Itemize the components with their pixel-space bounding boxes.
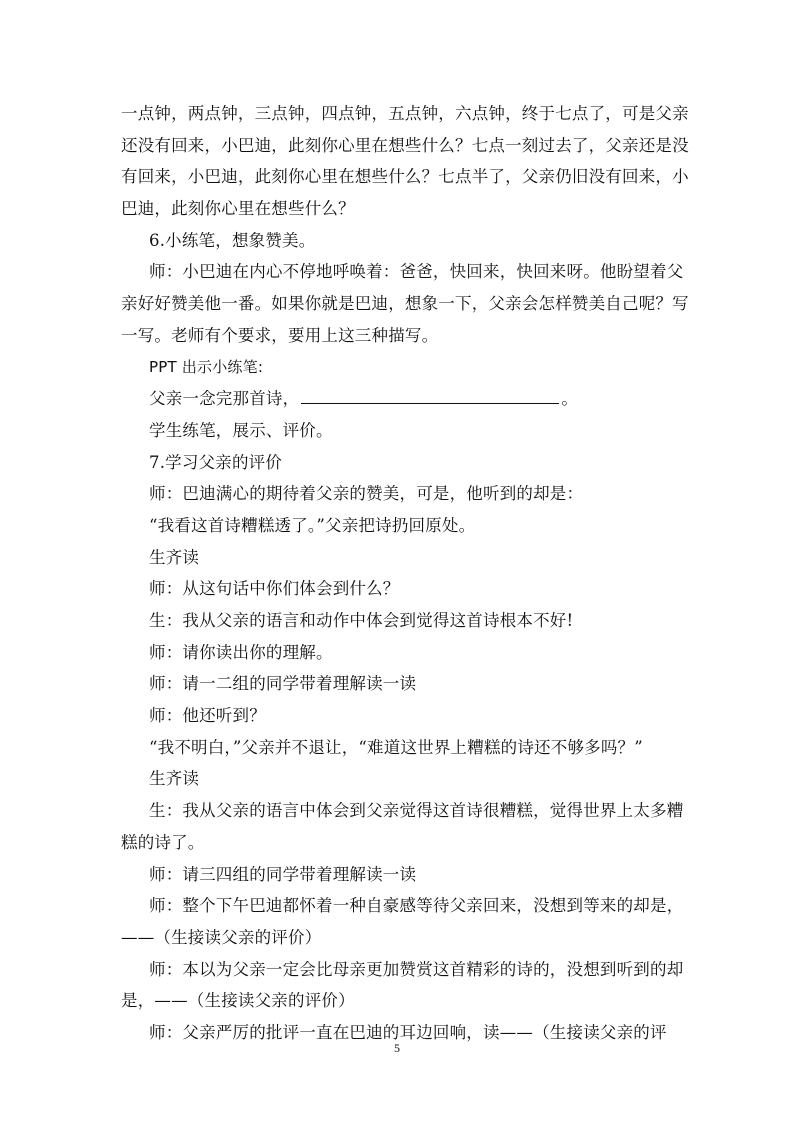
paragraph-line: 师：本以为父亲一定会比母亲更加赞赏这首精彩的诗的，没想到听到的却 [149, 959, 684, 979]
paragraph-line: 亲好好赞美他一番。如果你就是巴迪，想象一下，父亲会怎样赞美自己呢？写 [121, 294, 689, 314]
writing-prompt [121, 383, 669, 415]
document-body [121, 98, 689, 1049]
prompt-end: 。 [561, 389, 579, 409]
paragraph-line: 师：请你读出你的理解。 [149, 642, 333, 662]
quote-line: “我看这首诗糟糕透了。”父亲把诗扔回原处。 [149, 515, 476, 535]
paragraph-line: 巴迪，此刻你心里在想些什么？ [121, 199, 355, 219]
paragraph-line: 师：小巴迪在内心不停地呼唤着：爸爸，快回来，快回来呀。他盼望着父 [149, 262, 684, 282]
paragraph-line: 生齐读 [149, 547, 200, 567]
paragraph-line: 糕的诗了。 [121, 832, 205, 852]
paragraph-line: 生：我从父亲的语言和动作中体会到觉得这首诗根本不好! [149, 611, 574, 630]
fill-in-blank [301, 389, 559, 404]
paragraph-line: 师：请一二组的同学带着理解读一读 [149, 674, 417, 694]
prompt-text: 父亲一念完那首诗， [149, 389, 300, 409]
paragraph-line: 师：巴迪满心的期待着父亲的赞美，可是，他听到的却是： [149, 484, 584, 504]
paragraph-line: 还没有回来，小巴迪，此刻你心里在想些什么？七点一刻过去了，父亲还是没 [121, 135, 689, 155]
paragraph-line: 师：从这句话中你们体会到什么？ [149, 579, 400, 599]
paragraph-line: 师：整个下午巴迪都怀着一种自豪感等待父亲回来，没想到等来的却是， [149, 896, 684, 916]
paragraph-line: 师：请三四组的同学带着理解读一读 [149, 864, 417, 884]
paragraph-line: 生：我从父亲的语言中体会到父亲觉得这首诗很糟糕，觉得世界上太多糟 [149, 801, 684, 821]
section-heading: 7.学习父亲的评价 [149, 452, 283, 472]
paragraph-line: ——（生接读父亲的评价） [121, 927, 322, 947]
paragraph-line: 是，——（生接读父亲的评价） [121, 991, 355, 1011]
page-number: 5 [394, 1041, 400, 1055]
paragraph-line: 师：父亲严厉的批评一直在巴迪的耳边回响，读——（生接读父亲的评 [149, 1022, 667, 1042]
paragraph-line: 师：他还听到？ [149, 706, 266, 726]
section-heading: 6.小练笔，想象赞美。 [149, 230, 316, 250]
paragraph-line: 学生练笔，展示、评价。 [149, 420, 333, 440]
paragraph-line: 一点钟，两点钟，三点钟，四点钟，五点钟，六点钟，终于七点了，可是父亲 [121, 104, 689, 123]
quote-line: “我不明白，”父亲并不退让，“难道这世界上糟糕的诗还不够多吗？” [149, 737, 643, 757]
paragraph-line: 一写。老师有个要求，要用上这三种描写。 [121, 325, 439, 345]
paragraph-line: 有回来，小巴迪，此刻你心里在想些什么？七点半了，父亲仍旧没有回来，小 [121, 167, 689, 187]
ppt-label: PPT 出示小练笔: [149, 357, 264, 376]
paragraph-line: 生齐读 [149, 769, 200, 789]
